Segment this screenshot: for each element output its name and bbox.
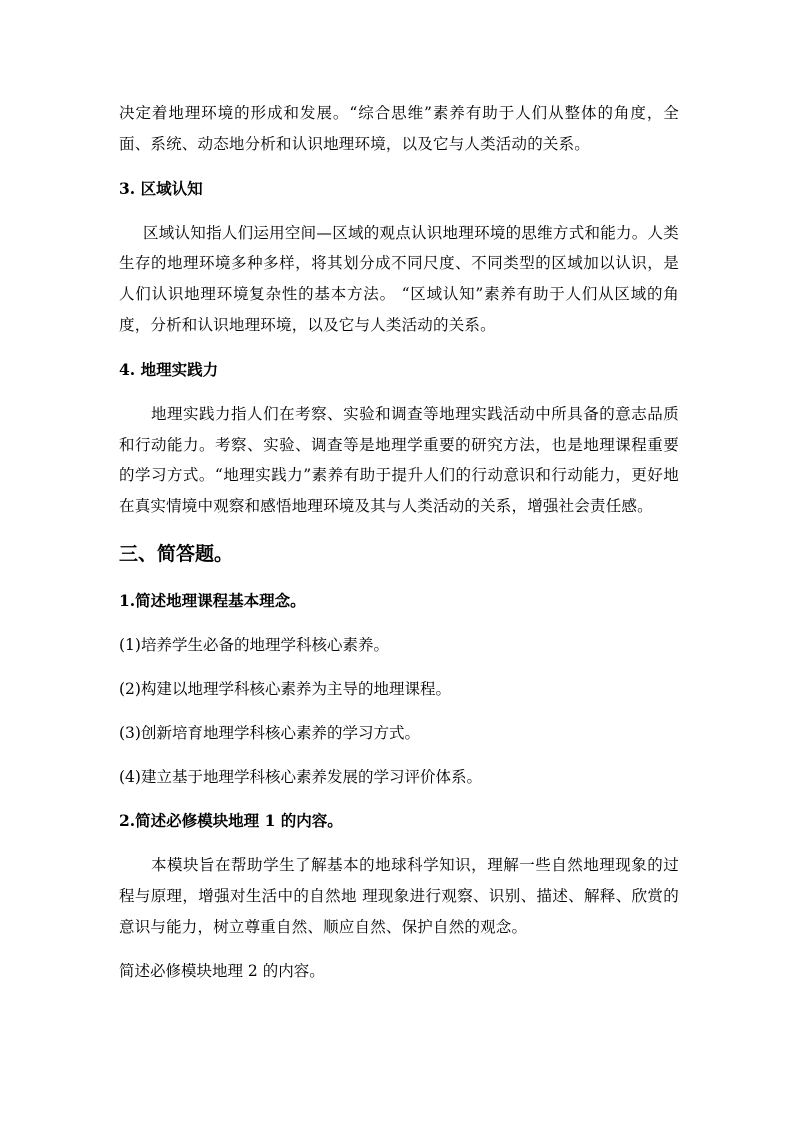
question-1-heading: 1.简述地理课程基本理念。 xyxy=(119,590,306,610)
question-3-heading: 简述必修模块地理 2 的内容。 xyxy=(119,962,325,981)
question-2-answer: 本模块旨在帮助学生了解基本的地球科学知识，理解一些自然地理现象的过程与原理，增强对生活中的自然地 理现象进行观察、识别、描述、解释、欣赏的意识与能力，树立尊重自然、顺应自然、保护自然的观念。 xyxy=(119,855,679,936)
regional-cognition-paragraph: 区域认知指人们运用空间—区域的观点认识地理环境的思维方式和能力。人类生存的地理环境多种多样，将其划分成不同尺度、不同类型的区域加以认识，是人们认识地理环境复杂性的基本方法。 “区域认知”素养有助于人们从区域的角度，分析和认识地理环境，以及它与人类活动的关系。 xyxy=(119,223,679,334)
question-1-item-1: (1)培养学生必备的地理学科核心素养。 xyxy=(119,635,389,654)
section-short-answer-heading: 三、简答题。 xyxy=(119,542,234,565)
question-1-item-2: (2)构建以地理学科核心素养为主导的地理课程。 xyxy=(119,679,451,698)
question-1-item-4: (4)建立基于地理学科核心素养发展的学习评价体系。 xyxy=(119,767,482,786)
heading-geographic-practice: 4. 地理实践力 xyxy=(119,359,219,379)
document-body xyxy=(119,98,679,986)
heading-regional-cognition: 3. 区域认知 xyxy=(119,178,203,198)
question-1-item-3: (3)创新培育地理学科核心素养的学习方式。 xyxy=(119,723,420,742)
geographic-practice-paragraph: 地理实践力指人们在考察、实验和调查等地理实践活动中所具备的意志品质和行动能力。考察、实验、调查等是地理学重要的研究方法，也是地理课程重要的学习方式。“地理实践力”素养有助于提升人们的行动意识和行动能力，更好地在真实情境中观察和感悟地理环境及其与人类活动的关系，增强社会责任感。 xyxy=(119,404,679,516)
intro-paragraph: 决定着地理环境的形成和发展。“综合思维”素养有助于人们从整体的角度，全面、系统、动态地分析和认识地理环境，以及它与人类活动的关系。 xyxy=(119,104,679,153)
question-2-heading: 2.简述必修模块地理 1 的内容。 xyxy=(119,810,343,830)
